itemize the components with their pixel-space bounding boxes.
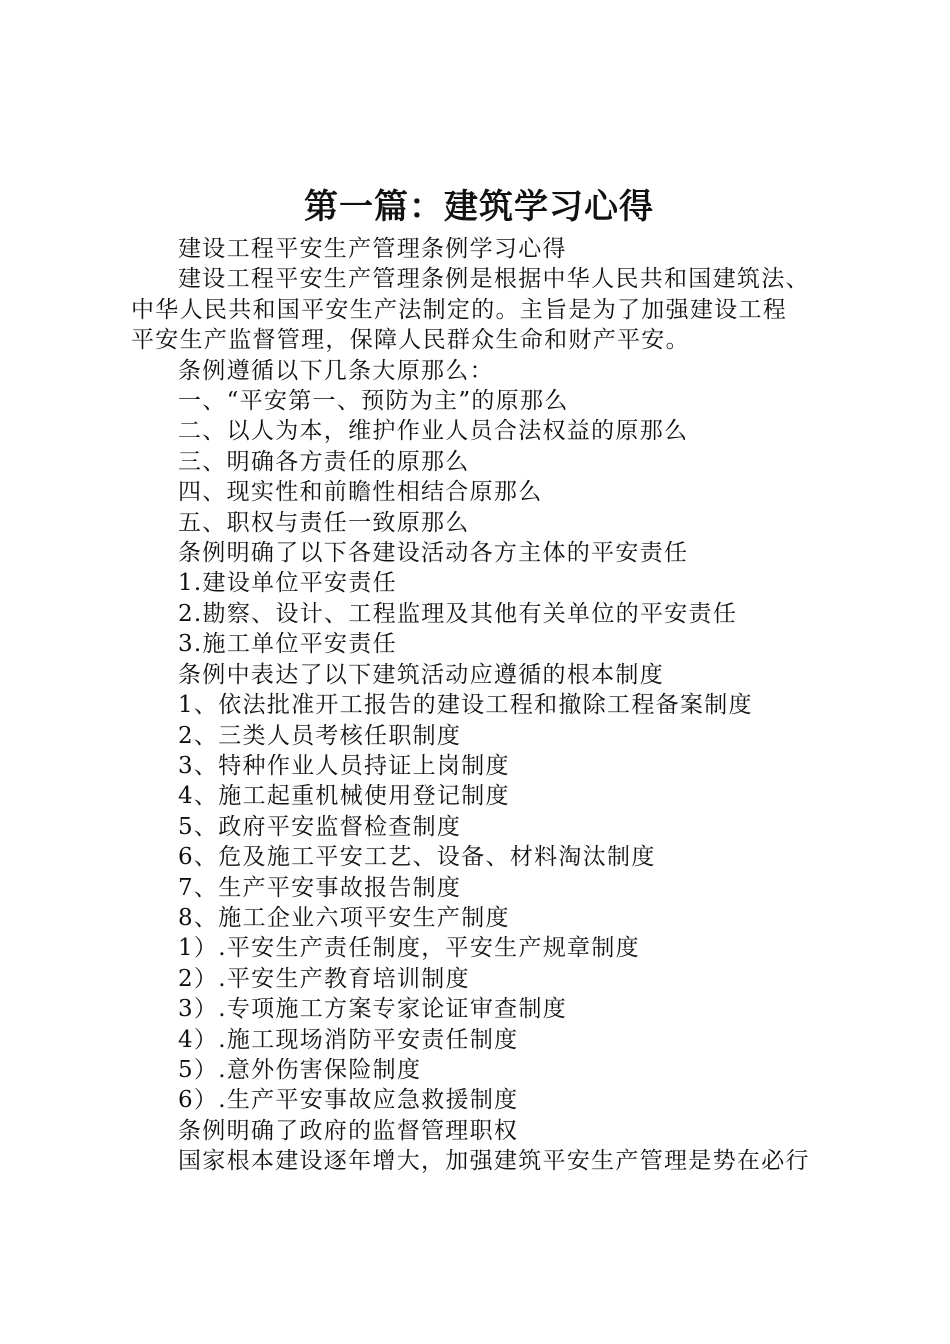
text-line: 1、依法批准开工报告的建设工程和撤除工程备案制度: [178, 692, 753, 719]
text-line: 三、明确各方责任的原那么: [178, 448, 470, 475]
text-line: 国家根本建设逐年增大，加强建筑平安生产管理是势在必行: [178, 1148, 810, 1175]
text-line: 2.勘察、设计、工程监理及其他有关单位的平安责任: [178, 600, 738, 627]
document-title: 第一篇：建筑学习心得: [304, 187, 654, 227]
text-line: 8、施工企业六项平安生产制度: [178, 904, 510, 931]
text-line: 1）.平安生产责任制度，平安生产规章制度: [178, 935, 640, 962]
text-line: 5、政府平安监督检查制度: [178, 813, 462, 840]
text-line: 条例中表达了以下建筑活动应遵循的根本制度: [178, 661, 664, 688]
text-line: 3.施工单位平安责任: [178, 631, 397, 658]
text-line: 四、现实性和前瞻性相结合原那么: [178, 479, 543, 506]
text-line: 7、生产平安事故报告制度: [178, 874, 462, 901]
document-body: [131, 234, 836, 1177]
text-line: 条例明确了以下各建设活动各方主体的平安责任: [178, 540, 689, 567]
text-line: 4、施工起重机械使用登记制度: [178, 783, 510, 810]
intro-line-2: 中华人民共和国平安生产法制定的。主旨是为了加强建设工程: [131, 296, 788, 323]
text-line: 一、“平安第一、预防为主”的原那么: [178, 388, 569, 415]
intro-line-3: 平安生产监督管理，保障人民群众生命和财产平安。: [131, 327, 690, 354]
document-subtitle: 建设工程平安生产管理条例学习心得: [178, 236, 567, 262]
text-line: 五、职权与责任一致原那么: [178, 509, 470, 536]
text-line: 5）.意外伤害保险制度: [178, 1056, 422, 1083]
text-line: 3）.专项施工方案专家论证审查制度: [178, 996, 568, 1023]
intro-line-1: 建设工程平安生产管理条例是根据中华人民共和国建筑法、: [178, 266, 810, 293]
text-line: 6）.生产平安事故应急救援制度: [178, 1087, 519, 1114]
text-line: 条例明确了政府的监督管理职权: [178, 1117, 519, 1144]
text-line: 3、特种作业人员持证上岗制度: [178, 752, 510, 779]
text-line: 6、危及施工平安工艺、设备、材料淘汰制度: [178, 844, 656, 871]
text-line: 4）.施工现场消防平安责任制度: [178, 1026, 519, 1053]
text-line: 1.建设单位平安责任: [178, 570, 397, 597]
text-line: 2、三类人员考核任职制度: [178, 722, 462, 749]
text-line: 条例遵循以下几条大原那么：: [178, 357, 494, 384]
text-line: 二、以人为本，维护作业人员合法权益的原那么: [178, 418, 689, 445]
text-line: 2）.平安生产教育培训制度: [178, 965, 470, 992]
